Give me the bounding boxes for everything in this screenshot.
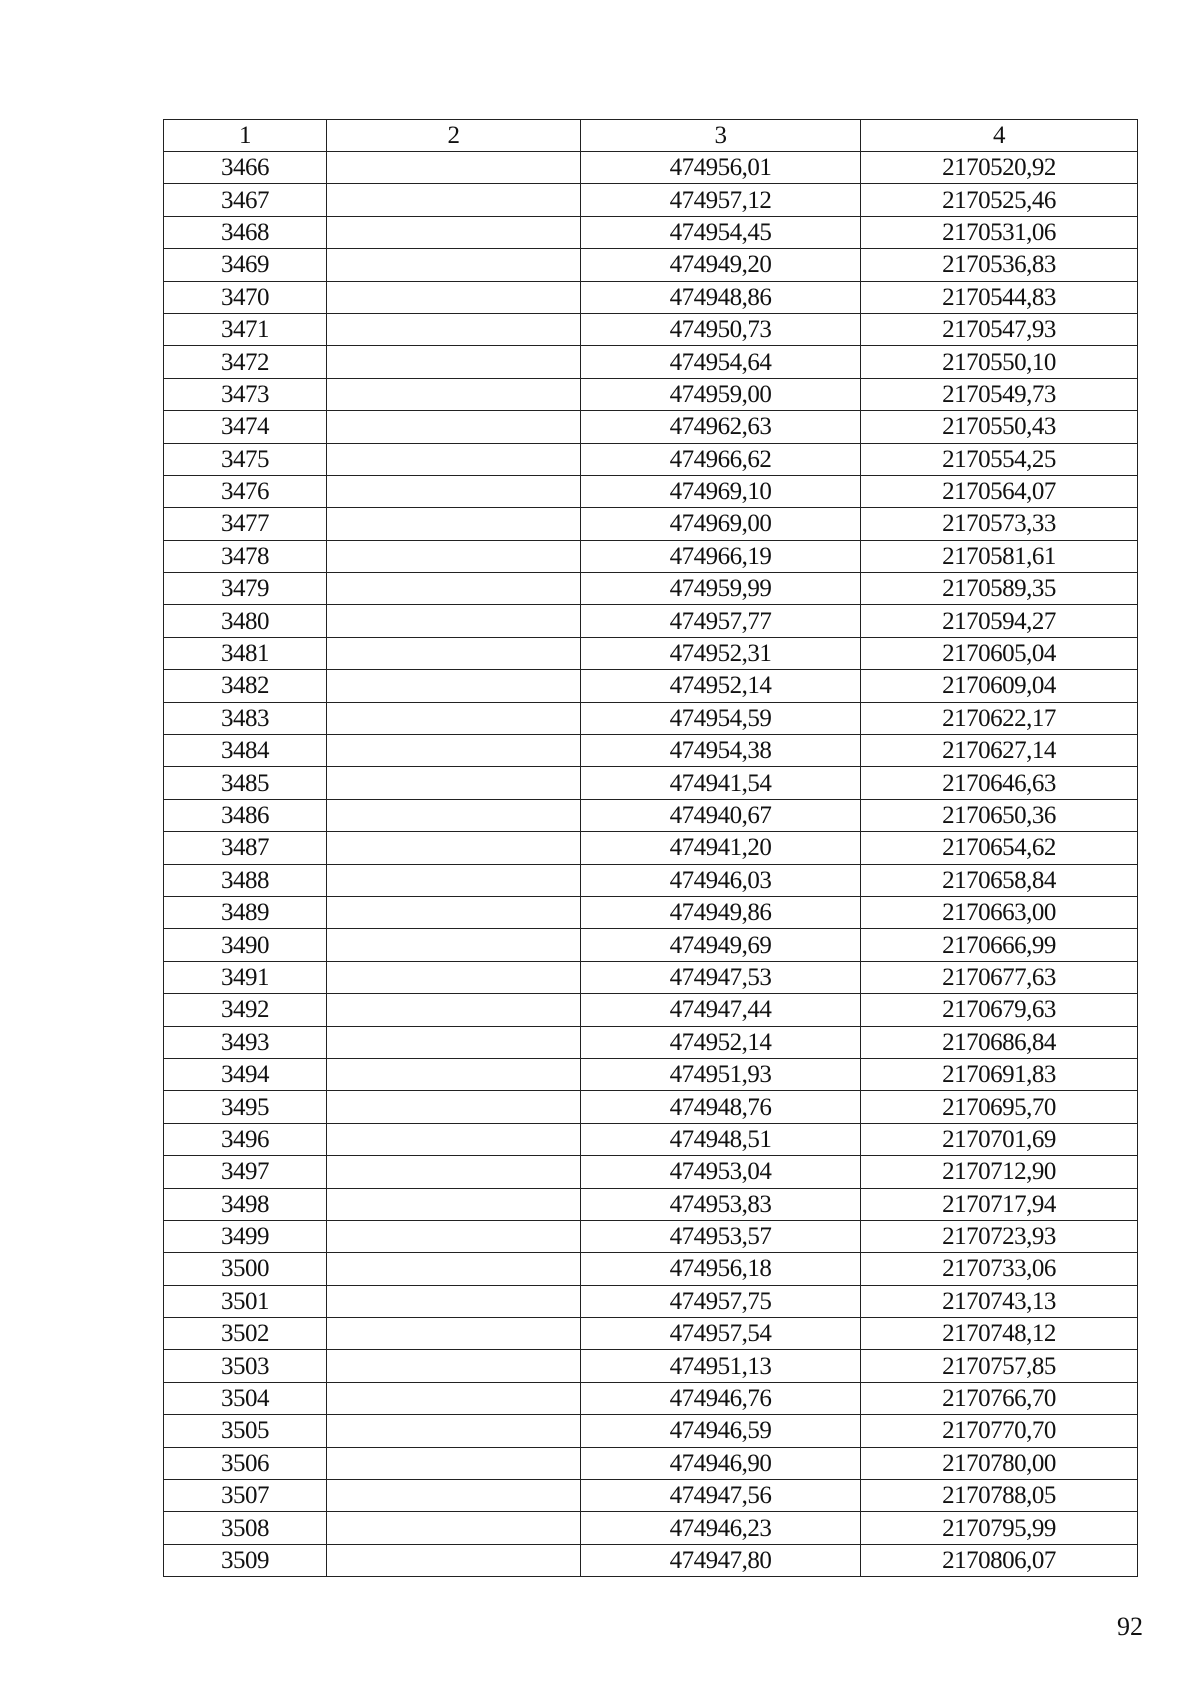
x-coordinate-cell: 474969,10 (581, 475, 861, 507)
point-number-cell: 3484 (164, 735, 327, 767)
x-coordinate-cell: 474954,38 (581, 735, 861, 767)
table-row (164, 508, 1138, 540)
x-coordinate-cell: 474940,67 (581, 799, 861, 831)
x-coordinate-cell: 474949,86 (581, 896, 861, 928)
table-header-row (164, 120, 1138, 152)
empty-cell (327, 249, 581, 281)
y-coordinate-cell: 2170531,06 (861, 216, 1138, 248)
point-number-cell: 3493 (164, 1026, 327, 1058)
table-row (164, 1350, 1138, 1382)
table-row (164, 443, 1138, 475)
table-row (164, 994, 1138, 1026)
empty-cell (327, 443, 581, 475)
empty-cell (327, 670, 581, 702)
table-row (164, 799, 1138, 831)
empty-cell (327, 1253, 581, 1285)
table-row (164, 670, 1138, 702)
empty-cell (327, 216, 581, 248)
point-number-cell: 3499 (164, 1220, 327, 1252)
header-cell-4: 4 (861, 120, 1138, 152)
empty-cell (327, 1058, 581, 1090)
table-row (164, 1512, 1138, 1544)
point-number-cell: 3470 (164, 281, 327, 313)
x-coordinate-cell: 474966,62 (581, 443, 861, 475)
point-number-cell: 3498 (164, 1188, 327, 1220)
point-number-cell: 3507 (164, 1480, 327, 1512)
point-number-cell: 3504 (164, 1382, 327, 1414)
empty-cell (327, 1220, 581, 1252)
x-coordinate-cell: 474947,44 (581, 994, 861, 1026)
y-coordinate-cell: 2170757,85 (861, 1350, 1138, 1382)
point-number-cell: 3502 (164, 1318, 327, 1350)
empty-cell (327, 346, 581, 378)
x-coordinate-cell: 474953,57 (581, 1220, 861, 1252)
x-coordinate-cell: 474949,69 (581, 929, 861, 961)
y-coordinate-cell: 2170581,61 (861, 540, 1138, 572)
table-row (164, 1447, 1138, 1479)
empty-cell (327, 1318, 581, 1350)
y-coordinate-cell: 2170663,00 (861, 896, 1138, 928)
x-coordinate-cell: 474954,45 (581, 216, 861, 248)
y-coordinate-cell: 2170788,05 (861, 1480, 1138, 1512)
x-coordinate-cell: 474951,93 (581, 1058, 861, 1090)
page-number: 92 (1117, 1612, 1143, 1641)
y-coordinate-cell: 2170544,83 (861, 281, 1138, 313)
y-coordinate-cell: 2170520,92 (861, 152, 1138, 184)
x-coordinate-cell: 474946,76 (581, 1382, 861, 1414)
empty-cell (327, 605, 581, 637)
table-row (164, 346, 1138, 378)
point-number-cell: 3483 (164, 702, 327, 734)
x-coordinate-cell: 474947,56 (581, 1480, 861, 1512)
point-number-cell: 3486 (164, 799, 327, 831)
point-number-cell: 3485 (164, 767, 327, 799)
y-coordinate-cell: 2170686,84 (861, 1026, 1138, 1058)
point-number-cell: 3509 (164, 1544, 327, 1576)
y-coordinate-cell: 2170748,12 (861, 1318, 1138, 1350)
table-row (164, 1382, 1138, 1414)
empty-cell (327, 735, 581, 767)
point-number-cell: 3475 (164, 443, 327, 475)
table-row (164, 281, 1138, 313)
table-row (164, 1544, 1138, 1576)
table-row (164, 605, 1138, 637)
y-coordinate-cell: 2170654,62 (861, 832, 1138, 864)
y-coordinate-cell: 2170666,99 (861, 929, 1138, 961)
header-cell-3: 3 (581, 120, 861, 152)
empty-cell (327, 1415, 581, 1447)
table-row (164, 1415, 1138, 1447)
table-row (164, 1091, 1138, 1123)
x-coordinate-cell: 474947,53 (581, 961, 861, 993)
table-row (164, 216, 1138, 248)
y-coordinate-cell: 2170547,93 (861, 313, 1138, 345)
empty-cell (327, 702, 581, 734)
x-coordinate-cell: 474952,14 (581, 670, 861, 702)
table-row (164, 896, 1138, 928)
empty-cell (327, 1285, 581, 1317)
empty-cell (327, 1447, 581, 1479)
x-coordinate-cell: 474949,20 (581, 249, 861, 281)
point-number-cell: 3479 (164, 573, 327, 605)
y-coordinate-cell: 2170525,46 (861, 184, 1138, 216)
y-coordinate-cell: 2170766,70 (861, 1382, 1138, 1414)
y-coordinate-cell: 2170627,14 (861, 735, 1138, 767)
table-row (164, 929, 1138, 961)
y-coordinate-cell: 2170549,73 (861, 378, 1138, 410)
table-row (164, 1318, 1138, 1350)
x-coordinate-cell: 474946,03 (581, 864, 861, 896)
point-number-cell: 3473 (164, 378, 327, 410)
x-coordinate-cell: 474952,31 (581, 637, 861, 669)
table-row (164, 1026, 1138, 1058)
empty-cell (327, 1382, 581, 1414)
x-coordinate-cell: 474952,14 (581, 1026, 861, 1058)
table-row (164, 249, 1138, 281)
point-number-cell: 3500 (164, 1253, 327, 1285)
point-number-cell: 3505 (164, 1415, 327, 1447)
empty-cell (327, 1544, 581, 1576)
empty-cell (327, 1350, 581, 1382)
y-coordinate-cell: 2170609,04 (861, 670, 1138, 702)
table-row (164, 767, 1138, 799)
x-coordinate-cell: 474956,01 (581, 152, 861, 184)
empty-cell (327, 896, 581, 928)
point-number-cell: 3501 (164, 1285, 327, 1317)
point-number-cell: 3497 (164, 1156, 327, 1188)
table-row (164, 1156, 1138, 1188)
point-number-cell: 3508 (164, 1512, 327, 1544)
empty-cell (327, 475, 581, 507)
y-coordinate-cell: 2170679,63 (861, 994, 1138, 1026)
y-coordinate-cell: 2170695,70 (861, 1091, 1138, 1123)
x-coordinate-cell: 474950,73 (581, 313, 861, 345)
table-row (164, 637, 1138, 669)
point-number-cell: 3494 (164, 1058, 327, 1090)
x-coordinate-cell: 474948,76 (581, 1091, 861, 1123)
table-row (164, 1480, 1138, 1512)
table-row (164, 1188, 1138, 1220)
point-number-cell: 3481 (164, 637, 327, 669)
table-row (164, 540, 1138, 572)
table-row (164, 961, 1138, 993)
point-number-cell: 3467 (164, 184, 327, 216)
x-coordinate-cell: 474954,59 (581, 702, 861, 734)
table-row (164, 378, 1138, 410)
x-coordinate-cell: 474962,63 (581, 411, 861, 443)
x-coordinate-cell: 474941,54 (581, 767, 861, 799)
x-coordinate-cell: 474957,75 (581, 1285, 861, 1317)
y-coordinate-cell: 2170573,33 (861, 508, 1138, 540)
empty-cell (327, 1091, 581, 1123)
x-coordinate-cell: 474947,80 (581, 1544, 861, 1576)
coordinates-table-body (164, 120, 1138, 1577)
point-number-cell: 3487 (164, 832, 327, 864)
empty-cell (327, 1123, 581, 1155)
x-coordinate-cell: 474948,51 (581, 1123, 861, 1155)
point-number-cell: 3491 (164, 961, 327, 993)
y-coordinate-cell: 2170589,35 (861, 573, 1138, 605)
point-number-cell: 3480 (164, 605, 327, 637)
empty-cell (327, 1026, 581, 1058)
x-coordinate-cell: 474948,86 (581, 281, 861, 313)
empty-cell (327, 1156, 581, 1188)
y-coordinate-cell: 2170550,43 (861, 411, 1138, 443)
y-coordinate-cell: 2170622,17 (861, 702, 1138, 734)
table-row (164, 735, 1138, 767)
table-row (164, 832, 1138, 864)
y-coordinate-cell: 2170564,07 (861, 475, 1138, 507)
table-row (164, 1285, 1138, 1317)
empty-cell (327, 1512, 581, 1544)
empty-cell (327, 573, 581, 605)
x-coordinate-cell: 474966,19 (581, 540, 861, 572)
table-row (164, 1123, 1138, 1155)
y-coordinate-cell: 2170646,63 (861, 767, 1138, 799)
empty-cell (327, 864, 581, 896)
x-coordinate-cell: 474959,00 (581, 378, 861, 410)
point-number-cell: 3471 (164, 313, 327, 345)
coordinates-table (163, 119, 1138, 1577)
x-coordinate-cell: 474946,59 (581, 1415, 861, 1447)
point-number-cell: 3496 (164, 1123, 327, 1155)
point-number-cell: 3472 (164, 346, 327, 378)
x-coordinate-cell: 474953,04 (581, 1156, 861, 1188)
table-row (164, 1220, 1138, 1252)
point-number-cell: 3482 (164, 670, 327, 702)
table-row (164, 411, 1138, 443)
x-coordinate-cell: 474946,90 (581, 1447, 861, 1479)
x-coordinate-cell: 474956,18 (581, 1253, 861, 1285)
y-coordinate-cell: 2170701,69 (861, 1123, 1138, 1155)
y-coordinate-cell: 2170723,93 (861, 1220, 1138, 1252)
y-coordinate-cell: 2170554,25 (861, 443, 1138, 475)
y-coordinate-cell: 2170691,83 (861, 1058, 1138, 1090)
table-row (164, 184, 1138, 216)
table-row (164, 1253, 1138, 1285)
y-coordinate-cell: 2170806,07 (861, 1544, 1138, 1576)
empty-cell (327, 313, 581, 345)
empty-cell (327, 411, 581, 443)
y-coordinate-cell: 2170550,10 (861, 346, 1138, 378)
point-number-cell: 3503 (164, 1350, 327, 1382)
y-coordinate-cell: 2170770,70 (861, 1415, 1138, 1447)
point-number-cell: 3466 (164, 152, 327, 184)
x-coordinate-cell: 474957,77 (581, 605, 861, 637)
empty-cell (327, 832, 581, 864)
table-row (164, 864, 1138, 896)
empty-cell (327, 767, 581, 799)
point-number-cell: 3495 (164, 1091, 327, 1123)
x-coordinate-cell: 474969,00 (581, 508, 861, 540)
point-number-cell: 3476 (164, 475, 327, 507)
y-coordinate-cell: 2170743,13 (861, 1285, 1138, 1317)
y-coordinate-cell: 2170795,99 (861, 1512, 1138, 1544)
table-row (164, 1058, 1138, 1090)
empty-cell (327, 152, 581, 184)
point-number-cell: 3468 (164, 216, 327, 248)
table-row (164, 152, 1138, 184)
y-coordinate-cell: 2170717,94 (861, 1188, 1138, 1220)
empty-cell (327, 1188, 581, 1220)
point-number-cell: 3489 (164, 896, 327, 928)
y-coordinate-cell: 2170658,84 (861, 864, 1138, 896)
empty-cell (327, 508, 581, 540)
table-row (164, 573, 1138, 605)
point-number-cell: 3492 (164, 994, 327, 1026)
x-coordinate-cell: 474954,64 (581, 346, 861, 378)
x-coordinate-cell: 474959,99 (581, 573, 861, 605)
table-row (164, 475, 1138, 507)
point-number-cell: 3477 (164, 508, 327, 540)
table-row (164, 702, 1138, 734)
empty-cell (327, 281, 581, 313)
empty-cell (327, 929, 581, 961)
point-number-cell: 3474 (164, 411, 327, 443)
y-coordinate-cell: 2170712,90 (861, 1156, 1138, 1188)
y-coordinate-cell: 2170594,27 (861, 605, 1138, 637)
empty-cell (327, 799, 581, 831)
y-coordinate-cell: 2170650,36 (861, 799, 1138, 831)
y-coordinate-cell: 2170780,00 (861, 1447, 1138, 1479)
empty-cell (327, 994, 581, 1026)
header-cell-1: 1 (164, 120, 327, 152)
point-number-cell: 3478 (164, 540, 327, 572)
x-coordinate-cell: 474957,12 (581, 184, 861, 216)
x-coordinate-cell: 474951,13 (581, 1350, 861, 1382)
empty-cell (327, 637, 581, 669)
y-coordinate-cell: 2170733,06 (861, 1253, 1138, 1285)
x-coordinate-cell: 474957,54 (581, 1318, 861, 1350)
empty-cell (327, 540, 581, 572)
empty-cell (327, 1480, 581, 1512)
empty-cell (327, 961, 581, 993)
point-number-cell: 3469 (164, 249, 327, 281)
x-coordinate-cell: 474946,23 (581, 1512, 861, 1544)
y-coordinate-cell: 2170536,83 (861, 249, 1138, 281)
point-number-cell: 3506 (164, 1447, 327, 1479)
table-row (164, 313, 1138, 345)
x-coordinate-cell: 474941,20 (581, 832, 861, 864)
y-coordinate-cell: 2170605,04 (861, 637, 1138, 669)
point-number-cell: 3488 (164, 864, 327, 896)
empty-cell (327, 378, 581, 410)
empty-cell (327, 184, 581, 216)
point-number-cell: 3490 (164, 929, 327, 961)
x-coordinate-cell: 474953,83 (581, 1188, 861, 1220)
y-coordinate-cell: 2170677,63 (861, 961, 1138, 993)
header-cell-2: 2 (327, 120, 581, 152)
